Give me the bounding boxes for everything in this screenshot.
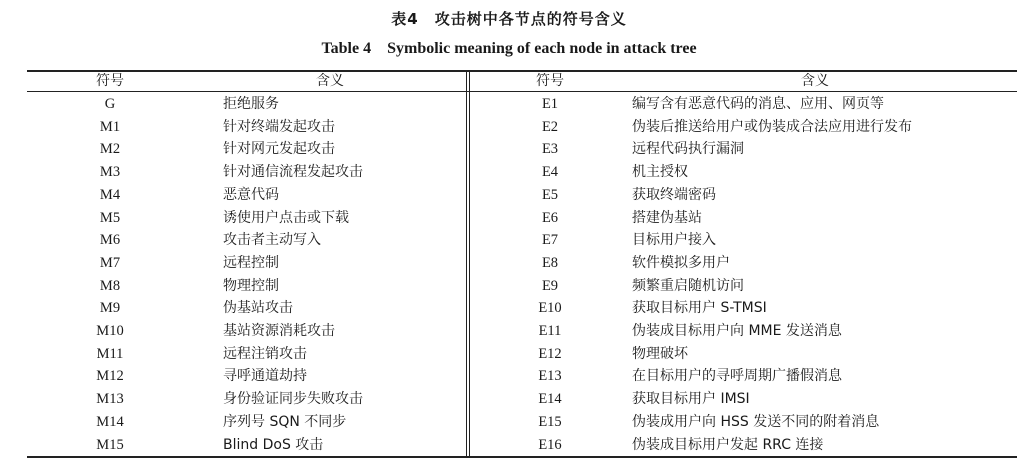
row-symbol: G: [104, 96, 116, 112]
row-symbol: M14: [96, 413, 124, 430]
row-symbol: M15: [96, 436, 124, 453]
row-meaning: 远程注销攻击: [223, 345, 307, 362]
row-meaning: 身份验证同步失败攻击: [223, 391, 363, 408]
table-bottom-rule: [27, 456, 1017, 458]
row-meaning: 获取目标用户 IMSI: [632, 391, 750, 408]
row-symbol: M7: [99, 254, 121, 271]
row-symbol: E1: [541, 96, 559, 112]
row-meaning: 基站资源消耗攻击: [223, 323, 335, 339]
row-symbol: E9: [541, 277, 559, 294]
row-meaning: 机主授权: [632, 164, 688, 181]
row-meaning: 伪装成目标用户发起 RRC 连接: [632, 436, 824, 453]
row-meaning: 攻击者主动写入: [223, 232, 321, 249]
row-symbol: M12: [96, 368, 124, 385]
row-symbol: E10: [538, 300, 562, 317]
row-symbol: E4: [541, 164, 559, 181]
row-symbol: M6: [99, 232, 121, 249]
row-symbol: E14: [538, 391, 562, 408]
header-symbol-left: 符号: [96, 73, 124, 89]
column-divider: [469, 72, 470, 456]
column-divider: [466, 72, 467, 456]
row-meaning: 编写含有恶意代码的消息、应用、网页等: [632, 96, 884, 112]
row-meaning: 在目标用户的寻呼周期广播假消息: [632, 368, 842, 385]
row-symbol: E16: [538, 436, 562, 453]
table-number: Table 4: [321, 40, 372, 57]
row-meaning: 获取目标用户 S-TMSI: [632, 300, 767, 317]
row-meaning: 伪装成用户向 HSS 发送不同的附着消息: [632, 413, 880, 430]
row-meaning: 拒绝服务: [223, 96, 279, 112]
row-symbol: M9: [99, 300, 121, 317]
row-meaning: 目标用户接入: [632, 232, 716, 249]
table-caption-english: [0, 40, 1018, 58]
header-meaning-left: 含义: [316, 73, 344, 89]
row-symbol: M13: [96, 391, 124, 408]
row-symbol: M1: [99, 118, 121, 135]
header-symbol-right: 符号: [536, 73, 564, 89]
row-meaning: 远程控制: [223, 254, 279, 271]
row-symbol: M5: [99, 209, 121, 226]
row-meaning: 频繁重启随机访问: [632, 277, 744, 294]
row-symbol: M4: [99, 186, 121, 203]
table-title: Symbolic meaning of each node in attack tree: [387, 40, 697, 57]
row-symbol: E13: [538, 368, 562, 385]
row-symbol: M10: [96, 323, 124, 339]
row-symbol: E7: [541, 232, 559, 249]
row-symbol: E8: [541, 254, 559, 271]
row-meaning: 远程代码执行漏洞: [632, 141, 744, 158]
row-symbol: M8: [99, 277, 121, 294]
row-symbol: M2: [99, 141, 121, 158]
row-meaning: 物理破坏: [632, 345, 688, 362]
header-meaning-right: 含义: [801, 73, 829, 89]
row-symbol: E15: [538, 413, 562, 430]
row-symbol: M3: [99, 164, 121, 181]
row-meaning: 搭建伪基站: [632, 209, 702, 226]
row-meaning: 针对网元发起攻击: [223, 141, 335, 158]
row-meaning: 伪装成目标用户向 MME 发送消息: [632, 323, 842, 339]
row-meaning: 伪基站攻击: [223, 300, 293, 317]
row-symbol: E11: [538, 323, 562, 339]
row-meaning: 诱使用户点击或下载: [223, 209, 349, 226]
row-meaning: 物理控制: [223, 277, 279, 294]
row-meaning: 恶意代码: [223, 186, 279, 203]
row-meaning: Blind DoS 攻击: [223, 436, 324, 453]
row-meaning: 软件模拟多用户: [632, 254, 730, 271]
row-symbol: E5: [541, 186, 559, 203]
table-header-rule: [27, 91, 1017, 92]
row-symbol: E6: [541, 209, 559, 226]
row-symbol: M11: [96, 345, 124, 362]
row-meaning: 针对通信流程发起攻击: [223, 164, 363, 181]
row-meaning: 寻呼通道劫持: [223, 368, 307, 385]
row-symbol: E3: [541, 141, 559, 158]
row-meaning: 针对终端发起攻击: [223, 118, 335, 135]
row-meaning: 获取终端密码: [632, 186, 716, 203]
row-meaning: 伪装后推送给用户或伪装成合法应用进行发布: [632, 118, 912, 135]
row-symbol: E12: [538, 345, 562, 362]
table-caption-chinese: 表4 攻击树中各节点的符号含义: [391, 10, 627, 28]
row-symbol: E2: [541, 118, 559, 135]
row-meaning: 序列号 SQN 不同步: [223, 413, 347, 430]
